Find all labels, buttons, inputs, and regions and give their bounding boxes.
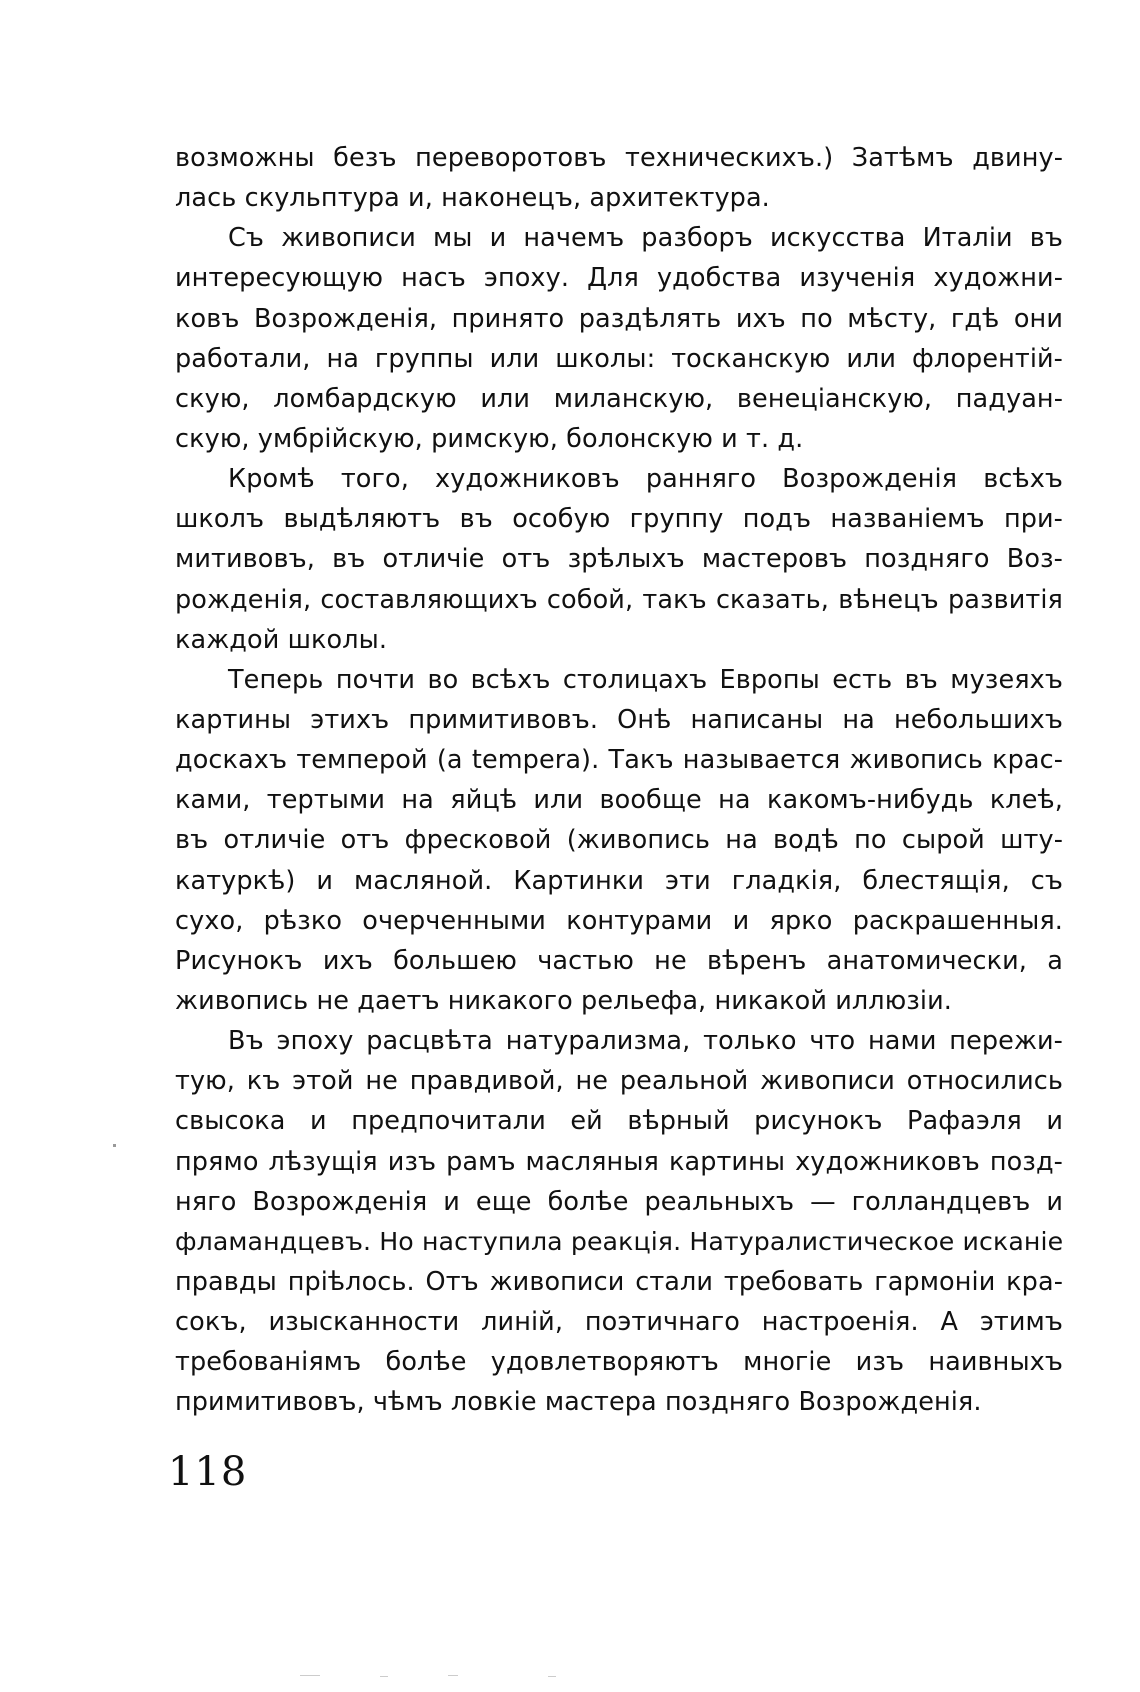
- scan-speck: [448, 1675, 458, 1676]
- text-line: школъ выдѣляютъ въ особую группу подъ названіемъ при-: [175, 504, 1063, 535]
- text-line: сокъ, изысканности линій, поэтичнаго настроенія. А этимъ: [175, 1307, 1063, 1338]
- text-line: Теперь почти во всѣхъ столицахъ Европы есть въ музеяхъ: [228, 664, 1063, 695]
- text-line: фламандцевъ. Но наступила реакція. Натуралистическое исканіе: [175, 1226, 1064, 1256]
- text-line: картины этихъ примитивовъ. Онѣ написаны на небольшихъ: [175, 704, 1063, 735]
- text-line: ками, тертыми на яйцѣ или вообще на какомъ-нибудь клеѣ,: [175, 785, 1063, 816]
- text-line: возможны безъ переворотовъ техническихъ.) Затѣмъ двину-: [175, 143, 1063, 173]
- text-line: работали, на группы или школы: тосканскую или флорентій-: [175, 343, 1063, 374]
- text-line: примитивовъ, чѣмъ ловкіе мастера поздняго Возрожденія.: [175, 1387, 982, 1418]
- text-line: ковъ Возрожденія, принято раздѣлять ихъ по мѣсту, гдѣ они: [175, 303, 1063, 334]
- text-line: правды пріѣлось. Отъ живописи стали требовать гармоніи кра-: [175, 1266, 1063, 1297]
- text-line: доскахъ темперой (a tempera). Такъ называется живопись крас-: [175, 745, 1063, 776]
- page-number: 118: [168, 1449, 248, 1495]
- text-line: няго Возрожденія и еще болѣе реальныхъ — голландцевъ и: [175, 1186, 1063, 1217]
- body-text: [175, 138, 1063, 1423]
- text-line: каждой школы.: [175, 624, 388, 655]
- text-line: скую, ломбардскую или миланскую, венеціанскую, падуан-: [175, 383, 1063, 414]
- text-line: рожденія, составляющихъ собой, такъ сказать, вѣнецъ развитія: [175, 584, 1063, 615]
- text-line: тую, къ этой не правдивой, не реальной живописи относились: [175, 1066, 1063, 1097]
- paragraph: [175, 1021, 1063, 1422]
- scan-speck: [113, 1144, 116, 1147]
- text-line: скую, умбрійскую, римскую, болонскую и т. д.: [175, 423, 804, 454]
- text-line: Рисунокъ ихъ большею частью не вѣренъ анатомически, а: [175, 945, 1063, 976]
- text-line: Кромѣ того, художниковъ ранняго Возрожденія всѣхъ: [228, 464, 1063, 495]
- text-line: требованіямъ болѣе удовлетворяютъ многіе изъ наивныхъ: [175, 1347, 1063, 1378]
- text-line: прямо лѣзущія изъ рамъ масляныя картины художниковъ позд-: [175, 1146, 1063, 1177]
- text-line: митивовъ, въ отличіе отъ зрѣлыхъ мастеровъ поздняго Воз-: [175, 544, 1063, 575]
- text-line: живопись не даетъ никакого рельефа, никакой иллюзіи.: [175, 985, 952, 1016]
- text-line: Въ эпоху расцвѣта натурализма, только что нами пережи-: [228, 1026, 1063, 1057]
- text-line: лась скульптура и, наконецъ, архитектура.: [175, 183, 770, 214]
- text-line: въ отличіе отъ фресковой (живопись на водѣ по сырой шту-: [175, 825, 1063, 856]
- text-line: Съ живописи мы и начемъ разборъ искусства Италіи въ: [228, 223, 1063, 254]
- text-line: сухо, рѣзко очерченными контурами и ярко раскрашенныя.: [175, 905, 1063, 936]
- text-line: интересующую насъ эпоху. Для удобства изученія художни-: [175, 263, 1063, 294]
- text-line: катуркѣ) и масляной. Картинки эти гладкія, блестящія, съ: [175, 865, 1063, 896]
- paragraph: [175, 459, 1063, 660]
- scan-speck: [380, 1676, 388, 1677]
- text-line: свысока и предпочитали ей вѣрный рисунокъ Рафаэля и: [175, 1106, 1063, 1137]
- paragraph: [175, 660, 1063, 1021]
- scan-speck: [548, 1676, 556, 1677]
- paragraph: [175, 218, 1063, 459]
- scan-speck: [300, 1675, 320, 1676]
- paragraph: [175, 138, 1063, 218]
